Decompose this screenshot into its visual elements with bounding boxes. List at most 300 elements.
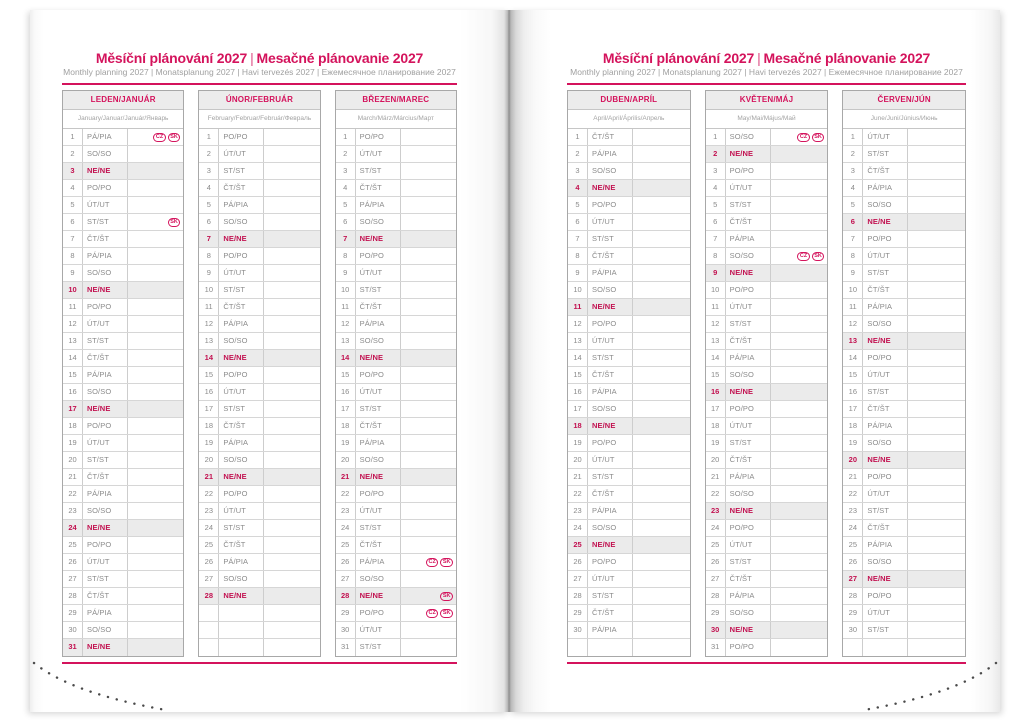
notes-cell [128, 622, 183, 638]
weekday-abbr [219, 605, 264, 621]
notes-cell [128, 316, 183, 332]
notes-cell [128, 333, 183, 349]
notes-cell [908, 333, 965, 349]
day-row [336, 503, 456, 520]
day-number: 8 [63, 248, 83, 264]
notes-cell [633, 367, 690, 383]
day-number: 26 [63, 554, 83, 570]
weekday-abbr: ÚT/UT [356, 384, 401, 400]
weekday-abbr: PÁ/PIA [356, 435, 401, 451]
notes-cell [401, 401, 456, 417]
day-number: 19 [336, 435, 356, 451]
weekday-abbr: PO/PO [219, 129, 264, 145]
day-number: 11 [843, 299, 863, 315]
day-number: 5 [568, 197, 588, 213]
day-row [568, 571, 690, 588]
weekday-abbr: NE/NE [863, 333, 908, 349]
day-row [336, 214, 456, 231]
day-number: 27 [843, 571, 863, 587]
notes-cell [401, 486, 456, 502]
day-row [706, 214, 828, 231]
weekday-abbr: NE/NE [726, 146, 771, 162]
weekday-abbr: ČT/ŠT [219, 299, 264, 315]
weekday-abbr: NE/NE [219, 231, 264, 247]
weekday-abbr: ST/ST [726, 554, 771, 570]
day-number: 6 [706, 214, 726, 230]
notes-cell [401, 265, 456, 281]
notes-cell [771, 248, 828, 264]
notes-cell [401, 248, 456, 264]
day-number: 20 [706, 452, 726, 468]
weekday-abbr: ST/ST [83, 333, 128, 349]
day-number: 28 [336, 588, 356, 604]
notes-cell [128, 571, 183, 587]
notes-cell [264, 367, 319, 383]
day-number: 15 [336, 367, 356, 383]
day-row [568, 605, 690, 622]
weekday-abbr: SO/SO [863, 316, 908, 332]
day-row [199, 180, 319, 197]
day-row [706, 248, 828, 265]
day-number: 17 [199, 401, 219, 417]
weekday-abbr: ST/ST [356, 163, 401, 179]
notes-cell [771, 214, 828, 230]
day-row [199, 588, 319, 605]
weekday-abbr: ST/ST [83, 571, 128, 587]
notes-cell [633, 180, 690, 196]
day-number [199, 639, 219, 656]
notes-cell [264, 350, 319, 366]
notes-cell [128, 639, 183, 656]
notes-cell [908, 537, 965, 553]
day-number: 3 [63, 163, 83, 179]
day-row [706, 163, 828, 180]
day-number: 22 [706, 486, 726, 502]
day-number: 16 [336, 384, 356, 400]
notes-cell [633, 214, 690, 230]
notes-cell [128, 265, 183, 281]
day-number: 13 [63, 333, 83, 349]
day-row [706, 129, 828, 146]
day-number: 9 [706, 265, 726, 281]
empty-row [199, 639, 319, 656]
notes-cell [128, 554, 183, 570]
day-row [706, 265, 828, 282]
day-number: 2 [843, 146, 863, 162]
weekday-abbr: PO/PO [356, 129, 401, 145]
notes-cell [401, 503, 456, 519]
day-row [568, 537, 690, 554]
notes-cell [128, 537, 183, 553]
weekday-abbr: NE/NE [83, 282, 128, 298]
weekday-abbr: NE/NE [588, 537, 633, 553]
weekday-abbr: SO/SO [726, 248, 771, 264]
notes-cell [264, 622, 319, 638]
day-number: 23 [706, 503, 726, 519]
day-row [706, 537, 828, 554]
weekday-abbr: PÁ/PIA [863, 180, 908, 196]
day-row [706, 401, 828, 418]
day-row [199, 316, 319, 333]
notes-cell [128, 282, 183, 298]
notes-cell [264, 452, 319, 468]
day-row [843, 554, 965, 571]
weekday-abbr: ČT/ŠT [726, 214, 771, 230]
day-row [568, 588, 690, 605]
notes-cell [264, 605, 319, 621]
notes-cell [401, 333, 456, 349]
weekday-abbr: NE/NE [726, 384, 771, 400]
day-number: 25 [568, 537, 588, 553]
weekday-abbr: PO/PO [588, 197, 633, 213]
page-title-cz: Měsíční plánování 2027 [602, 50, 755, 66]
day-number: 24 [843, 520, 863, 536]
day-number: 13 [568, 333, 588, 349]
day-row [336, 452, 456, 469]
weekday-abbr: SO/SO [588, 163, 633, 179]
day-number: 26 [706, 554, 726, 570]
notes-cell [264, 265, 319, 281]
day-row [706, 452, 828, 469]
holiday-sk-icon: SK [440, 558, 453, 567]
day-row [843, 163, 965, 180]
day-number: 8 [568, 248, 588, 264]
weekday-abbr: PO/PO [863, 588, 908, 604]
weekday-abbr: NE/NE [863, 214, 908, 230]
weekday-abbr: NE/NE [356, 350, 401, 366]
holiday-cz-icon: CZ [426, 609, 438, 618]
weekday-abbr: ST/ST [356, 639, 401, 656]
weekday-abbr: ÚT/UT [863, 605, 908, 621]
day-row [63, 418, 183, 435]
day-number: 10 [706, 282, 726, 298]
day-number: 5 [199, 197, 219, 213]
weekday-abbr: NE/NE [83, 639, 128, 656]
empty-row [199, 622, 319, 639]
notes-cell [264, 435, 319, 451]
day-row [336, 571, 456, 588]
notes-cell [908, 163, 965, 179]
day-row [63, 469, 183, 486]
weekday-abbr: ČT/ŠT [83, 469, 128, 485]
day-row [199, 486, 319, 503]
weekday-abbr: PÁ/PIA [726, 469, 771, 485]
day-row [63, 435, 183, 452]
day-number: 4 [568, 180, 588, 196]
day-row [843, 333, 965, 350]
weekday-abbr: NE/NE [588, 299, 633, 315]
day-row [199, 435, 319, 452]
day-number: 28 [63, 588, 83, 604]
month-header [63, 91, 183, 110]
notes-cell [771, 265, 828, 281]
notes-cell [128, 231, 183, 247]
day-number: 27 [336, 571, 356, 587]
weekday-abbr: PO/PO [588, 316, 633, 332]
weekday-abbr: SO/SO [588, 401, 633, 417]
weekday-abbr: ST/ST [83, 452, 128, 468]
notes-cell [908, 469, 965, 485]
day-row [843, 384, 965, 401]
holiday-sk-icon: SK [168, 218, 181, 227]
weekday-abbr: SO/SO [219, 452, 264, 468]
notes-cell [633, 639, 690, 656]
notes-cell [771, 163, 828, 179]
notes-cell [771, 146, 828, 162]
notes-cell [128, 129, 183, 145]
day-row [199, 197, 319, 214]
day-row [199, 554, 319, 571]
day-number: 16 [568, 384, 588, 400]
day-row [706, 333, 828, 350]
day-row [843, 503, 965, 520]
notes-cell [633, 163, 690, 179]
day-row [63, 214, 183, 231]
day-row [63, 197, 183, 214]
notes-cell [771, 282, 828, 298]
day-number: 11 [199, 299, 219, 315]
weekday-abbr: PÁ/PIA [863, 537, 908, 553]
notes-cell [771, 435, 828, 451]
month-translations: March/März/Március/Март [336, 110, 456, 129]
notes-cell [128, 486, 183, 502]
notes-cell [908, 401, 965, 417]
notes-cell [401, 231, 456, 247]
day-number: 16 [63, 384, 83, 400]
notes-cell [264, 571, 319, 587]
month-table [335, 90, 457, 657]
day-number: 27 [568, 571, 588, 587]
notes-cell [401, 384, 456, 400]
day-row [199, 503, 319, 520]
weekday-abbr: NE/NE [726, 622, 771, 638]
weekday-abbr [588, 639, 633, 656]
month-name: ČERVEN/JÚN [877, 95, 931, 104]
day-number: 14 [199, 350, 219, 366]
notes-cell [128, 367, 183, 383]
day-number: 14 [843, 350, 863, 366]
day-number: 16 [199, 384, 219, 400]
notes-cell [128, 452, 183, 468]
day-row [706, 231, 828, 248]
notes-cell [128, 503, 183, 519]
weekday-abbr: SO/SO [83, 265, 128, 281]
weekday-abbr: PO/PO [726, 520, 771, 536]
day-number: 7 [843, 231, 863, 247]
weekday-abbr: ÚT/UT [219, 384, 264, 400]
day-number: 4 [843, 180, 863, 196]
weekday-abbr: SO/SO [588, 520, 633, 536]
day-row [843, 299, 965, 316]
day-row [706, 554, 828, 571]
day-row [706, 503, 828, 520]
day-number: 15 [568, 367, 588, 383]
day-number: 7 [336, 231, 356, 247]
weekday-abbr: ÚT/UT [83, 435, 128, 451]
day-row [336, 180, 456, 197]
day-row [706, 384, 828, 401]
notes-cell [401, 146, 456, 162]
notes-cell [264, 520, 319, 536]
day-number: 18 [63, 418, 83, 434]
day-row [63, 503, 183, 520]
weekday-abbr: SO/SO [356, 571, 401, 587]
day-row [568, 418, 690, 435]
page-title-sk: Mesačné plánovanie 2027 [256, 50, 424, 66]
notes-cell [771, 537, 828, 553]
weekday-abbr: PO/PO [726, 401, 771, 417]
notes-cell [771, 299, 828, 315]
weekday-abbr: SO/SO [83, 503, 128, 519]
notes-cell [908, 486, 965, 502]
day-number: 25 [63, 537, 83, 553]
month-translations: June/Juni/Június/Июнь [843, 110, 965, 129]
day-number: 17 [336, 401, 356, 417]
day-number: 23 [199, 503, 219, 519]
notes-cell [264, 554, 319, 570]
notes-cell [264, 299, 319, 315]
day-number: 11 [568, 299, 588, 315]
day-row [199, 350, 319, 367]
day-number: 15 [63, 367, 83, 383]
day-number: 31 [63, 639, 83, 656]
day-row [706, 520, 828, 537]
notes-cell [401, 588, 456, 604]
day-number: 8 [706, 248, 726, 264]
day-number: 13 [843, 333, 863, 349]
day-number: 19 [568, 435, 588, 451]
day-row [568, 214, 690, 231]
weekday-abbr: PÁ/PIA [83, 486, 128, 502]
notes-cell [908, 146, 965, 162]
day-row [63, 282, 183, 299]
weekday-abbr: ST/ST [219, 401, 264, 417]
weekday-abbr: NE/NE [726, 503, 771, 519]
day-number: 2 [706, 146, 726, 162]
day-row [63, 520, 183, 537]
day-row [568, 469, 690, 486]
weekday-abbr: SO/SO [83, 146, 128, 162]
day-row [843, 418, 965, 435]
empty-row [568, 639, 690, 656]
notes-cell [401, 452, 456, 468]
notes-cell [401, 180, 456, 196]
day-number: 22 [199, 486, 219, 502]
notes-cell [128, 197, 183, 213]
weekday-abbr: SO/SO [219, 571, 264, 587]
day-number: 4 [706, 180, 726, 196]
day-row [706, 299, 828, 316]
day-row [199, 299, 319, 316]
day-row [706, 350, 828, 367]
day-row [843, 231, 965, 248]
day-row [568, 163, 690, 180]
weekday-abbr: PO/PO [83, 180, 128, 196]
day-row [336, 146, 456, 163]
weekday-abbr: ČT/ŠT [726, 452, 771, 468]
day-row [706, 316, 828, 333]
day-number: 20 [568, 452, 588, 468]
weekday-abbr: PO/PO [588, 435, 633, 451]
notes-cell [908, 639, 965, 656]
weekday-abbr [219, 622, 264, 638]
day-row [706, 622, 828, 639]
weekday-abbr: ÚT/UT [356, 146, 401, 162]
day-number: 12 [568, 316, 588, 332]
weekday-abbr: ÚT/UT [356, 622, 401, 638]
notes-cell [771, 231, 828, 247]
day-number: 30 [568, 622, 588, 638]
weekday-abbr: ST/ST [588, 231, 633, 247]
day-number: 29 [706, 605, 726, 621]
weekday-abbr: PO/PO [726, 163, 771, 179]
notes-cell [264, 486, 319, 502]
day-row [199, 537, 319, 554]
day-number: 13 [706, 333, 726, 349]
day-row [199, 452, 319, 469]
day-row [843, 265, 965, 282]
day-number: 25 [336, 537, 356, 553]
weekday-abbr: ST/ST [588, 350, 633, 366]
notes-cell [908, 231, 965, 247]
day-number: 19 [63, 435, 83, 451]
notes-cell [633, 537, 690, 553]
month-table [842, 90, 966, 657]
day-number: 15 [199, 367, 219, 383]
weekday-abbr: PÁ/PIA [219, 197, 264, 213]
day-row [336, 231, 456, 248]
notes-cell [401, 435, 456, 451]
notes-cell [633, 554, 690, 570]
weekday-abbr: ÚT/UT [356, 265, 401, 281]
notes-cell [633, 248, 690, 264]
month-table [705, 90, 829, 657]
day-row [843, 146, 965, 163]
notes-cell [633, 401, 690, 417]
weekday-abbr: SO/SO [219, 333, 264, 349]
page-subtitle: Monthly planning 2027 | Monatsplanung 2027 | Havi tervezés 2027 | Ежемесячное планирование 2027 [570, 67, 963, 77]
day-row [843, 520, 965, 537]
title-separator: | [757, 50, 761, 66]
weekday-abbr: PÁ/PIA [219, 316, 264, 332]
day-number: 23 [63, 503, 83, 519]
weekday-abbr: ČT/ŠT [83, 350, 128, 366]
weekday-abbr: PÁ/PIA [863, 418, 908, 434]
day-number: 26 [843, 554, 863, 570]
notes-cell [633, 452, 690, 468]
day-row [63, 248, 183, 265]
weekday-abbr: NE/NE [588, 180, 633, 196]
day-row [199, 282, 319, 299]
day-number: 10 [336, 282, 356, 298]
weekday-abbr: SO/SO [726, 367, 771, 383]
notes-cell [633, 435, 690, 451]
day-number: 22 [63, 486, 83, 502]
notes-cell [128, 588, 183, 604]
notes-cell [771, 197, 828, 213]
notes-cell [128, 180, 183, 196]
notes-cell [401, 622, 456, 638]
notes-cell [633, 503, 690, 519]
day-number: 31 [336, 639, 356, 656]
day-row [63, 452, 183, 469]
notes-cell [633, 486, 690, 502]
weekday-abbr: ST/ST [726, 197, 771, 213]
day-number: 17 [706, 401, 726, 417]
month-body [63, 129, 183, 656]
day-number: 1 [63, 129, 83, 145]
notes-cell [128, 418, 183, 434]
